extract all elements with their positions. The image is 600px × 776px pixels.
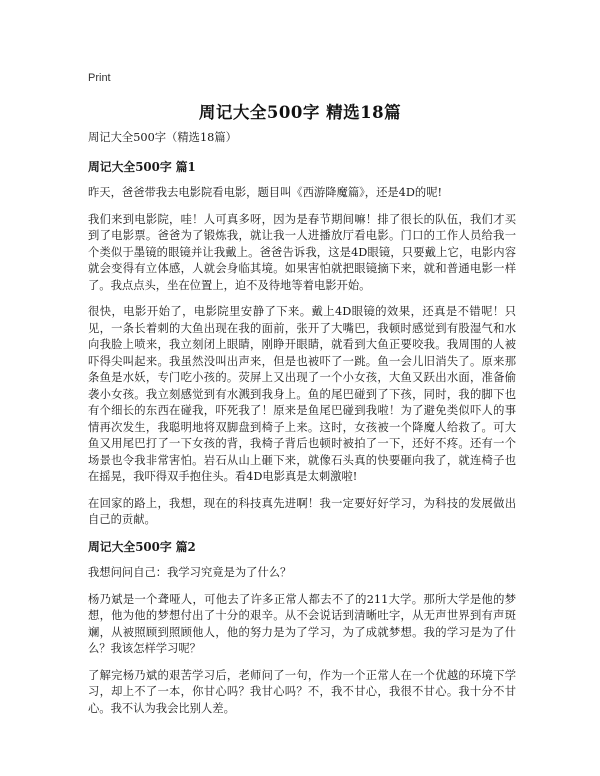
document-body	[88, 130, 516, 727]
section-heading: 周记大全500字 篇1	[88, 159, 196, 174]
section-1	[88, 159, 516, 529]
section-2	[88, 539, 516, 718]
document-title: 周记大全500字 精选18篇	[198, 103, 402, 122]
paragraph: 杨乃斌是一个聋哑人，可他去了许多正常人都去不了的211大学。那所大学是他的梦想，他为他的梦想付出了十分的艰辛。从不会说话到清晰吐字，从无声世界到有声斑斓，从被照顾到照顾他人，他的努力是为了学习，为了成就梦想。我的学习是为了什么？我该怎样学习呢？	[88, 592, 516, 655]
document-subtitle: 周记大全500字（精选18篇）	[88, 131, 237, 144]
paragraph: 了解完杨乃斌的艰苦学习后，老师问了一句，作为一个正常人在一个优越的环境下学习，却上不了一本，你甘心吗？我甘心吗？不，我不甘心，我很不甘心。我十分不甘心。我不认为我会比别人差。	[88, 668, 516, 715]
print-label[interactable]: Print	[88, 72, 111, 84]
paragraph: 很快，电影开始了，电影院里安静了下来。戴上4D眼镜的效果，还真是不错呢！只见，一条长着刺的大鱼出现在我的面前，张开了大嘴巴，我顿时感觉到有股湿气和水向我脸上喷来，我立刻闭上眼睛，刚睁开眼睛，就看到大鱼正要咬我。我周围的人被吓得尖叫起来。我虽然没叫出声来，但是也被吓了一跳。鱼一会儿旧消失了。原来那条鱼是水妖，专门吃小孩的。荧屏上又出现了一个小女孩，大鱼又跃出水面，准备偷袭小女孩。我立刻感觉到有水溅到我身上。鱼的尾巴碰到了下孩，同时，我的脚下也有个细长的东西在碰我，吓死我了！原来是鱼尾巴碰到我啦！为了避免类似吓人的事情再次发生，我聪明地将双脚盘到椅子上来。这时，女孩被一个降魔人给救了。可大鱼又用尾巴打了一下女孩的背，我椅子背后也顿时被拍了一下，还好不疼。还有一个场景也令我非常害怕。岩石从山上砸下来，就像石头真的快要砸向我了，就连椅子也在摇晃，我吓得双手抱住头。看4D电影真是太刺激啦!	[88, 305, 516, 483]
paragraph: 我们来到电影院，哇！人可真多呀，因为是春节期间嘛！排了很长的队伍，我们才买到了电影票。爸爸为了锻炼我，就让我一人进播放厅看电影。门口的工作人员给我一个类似于墨镜的眼镜并让我戴上。爸爸告诉我，这是4D眼镜，只要戴上它，电影内容就会变得有立体感，人就会身临其境。如果害怕就把眼镜摘下来，就和普通电影一样了。我点点头，坐在位置上，迫不及待地等着电影开始。	[88, 212, 516, 292]
paragraph: 在回家的路上，我想，现在的科技真先进啊！我一定要好好学习，为科技的发展做出自己的贡献。	[88, 496, 516, 526]
section-heading: 周记大全500字 篇2	[88, 539, 196, 554]
paragraph: 我想问问自己：我学习究竟是为了什么？	[88, 566, 292, 579]
paragraph: 昨天，爸爸带我去电影院看电影，题目叫《西游降魔篇》，还是4D的呢!	[88, 186, 443, 199]
